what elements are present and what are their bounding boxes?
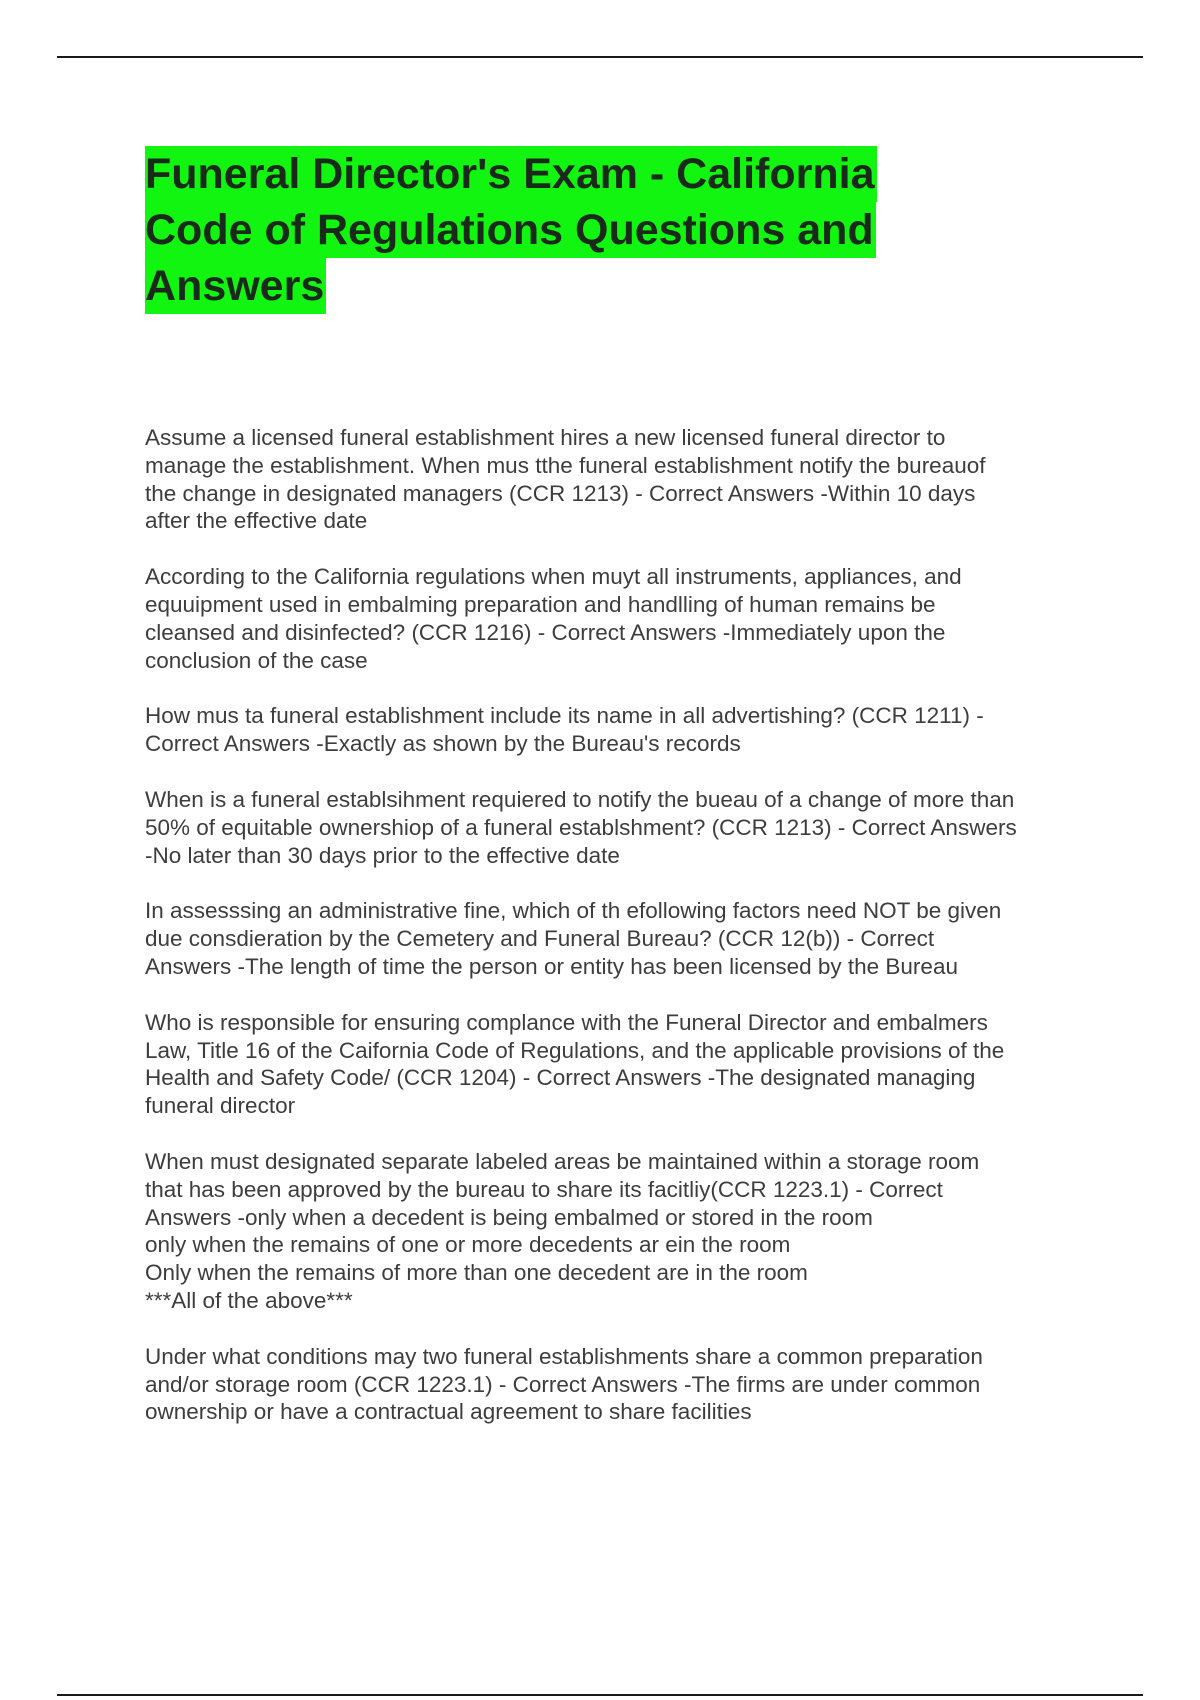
qa-line: 50% of equitable ownershiop of a funeral establshment? (CCR 1213) - Correct Answers	[145, 814, 1017, 840]
qa-item	[145, 1148, 1095, 1315]
qa-item	[145, 1009, 1095, 1120]
qa-line: When is a funeral establsihment requiered to notify the bueau of a change of more than	[145, 786, 1015, 812]
qa-line: manage the establishment. When mus tthe funeral establishment notify the bureauof	[145, 452, 986, 478]
qa-line: -No later than 30 days prior to the effective date	[145, 842, 620, 868]
document-title	[145, 146, 1045, 314]
qa-line: Who is responsible for ensuring complance with the Funeral Director and embalmers	[145, 1009, 988, 1035]
qa-line: ***All of the above***	[145, 1287, 353, 1313]
qa-line: equuipment used in embalming preparation and handlling of human remains be	[145, 591, 936, 617]
qa-line: According to the California regulations when muyt all instruments, appliances, and	[145, 564, 962, 590]
qa-line: Assume a licensed funeral establishment hires a new licensed funeral director to	[145, 425, 946, 450]
qa-line: after the effective date	[145, 508, 368, 534]
qa-line: Law, Title 16 of the Caifornia Code of Regulations, and the applicable provisions of the	[145, 1037, 1005, 1063]
qa-line: Only when the remains of more than one decedent are in the room	[145, 1260, 808, 1286]
qa-line: When must designated separate labeled areas be maintained within a storage room	[145, 1148, 980, 1174]
qa-item	[145, 1343, 1095, 1426]
qa-item	[145, 897, 1095, 980]
qa-line: and/or storage room (CCR 1223.1) - Correct Answers -The firms are under common	[145, 1371, 981, 1397]
qa-line: conclusion of the case	[145, 647, 368, 673]
qa-line: In assesssing an administrative fine, which of th efollowing factors need NOT be given	[145, 898, 1002, 924]
top-rule	[57, 56, 1143, 58]
title-line-2: Code of Regulations Questions and	[145, 202, 876, 258]
qa-list	[145, 424, 1095, 1454]
qa-item	[145, 424, 1095, 535]
qa-line: How mus ta funeral establishment include its name in all advertishing? (CCR 1211) -	[145, 703, 984, 729]
qa-item	[145, 563, 1095, 674]
qa-item	[145, 702, 1095, 758]
qa-line: cleansed and disinfected? (CCR 1216) - Correct Answers -Immediately upon the	[145, 619, 946, 645]
title-line-1: Funeral Director's Exam - California	[145, 146, 877, 202]
qa-line: funeral director	[145, 1093, 296, 1119]
bottom-rule	[57, 1694, 1143, 1696]
qa-line: Correct Answers -Exactly as shown by the Bureau's records	[145, 731, 741, 757]
qa-line: Answers -The length of time the person or entity has been licensed by the Bureau	[145, 953, 958, 979]
qa-line: Answers -only when a decedent is being embalmed or stored in the room	[145, 1204, 873, 1230]
title-line-3: Answers	[145, 258, 326, 314]
qa-line: ownership or have a contractual agreement to share facilities	[145, 1399, 752, 1425]
qa-line: Health and Safety Code/ (CCR 1204) - Correct Answers -The designated managing	[145, 1065, 976, 1091]
qa-line: due consdieration by the Cemetery and Funeral Bureau? (CCR 12(b)) - Correct	[145, 926, 935, 952]
qa-line: only when the remains of one or more decedents ar ein the room	[145, 1232, 791, 1258]
qa-line: Under what conditions may two funeral establishments share a common preparation	[145, 1343, 983, 1369]
qa-line: the change in designated managers (CCR 1213) - Correct Answers -Within 10 days	[145, 480, 976, 506]
qa-line: that has been approved by the bureau to share its facitliy(CCR 1223.1) - Correct	[145, 1176, 943, 1202]
qa-item	[145, 786, 1095, 869]
